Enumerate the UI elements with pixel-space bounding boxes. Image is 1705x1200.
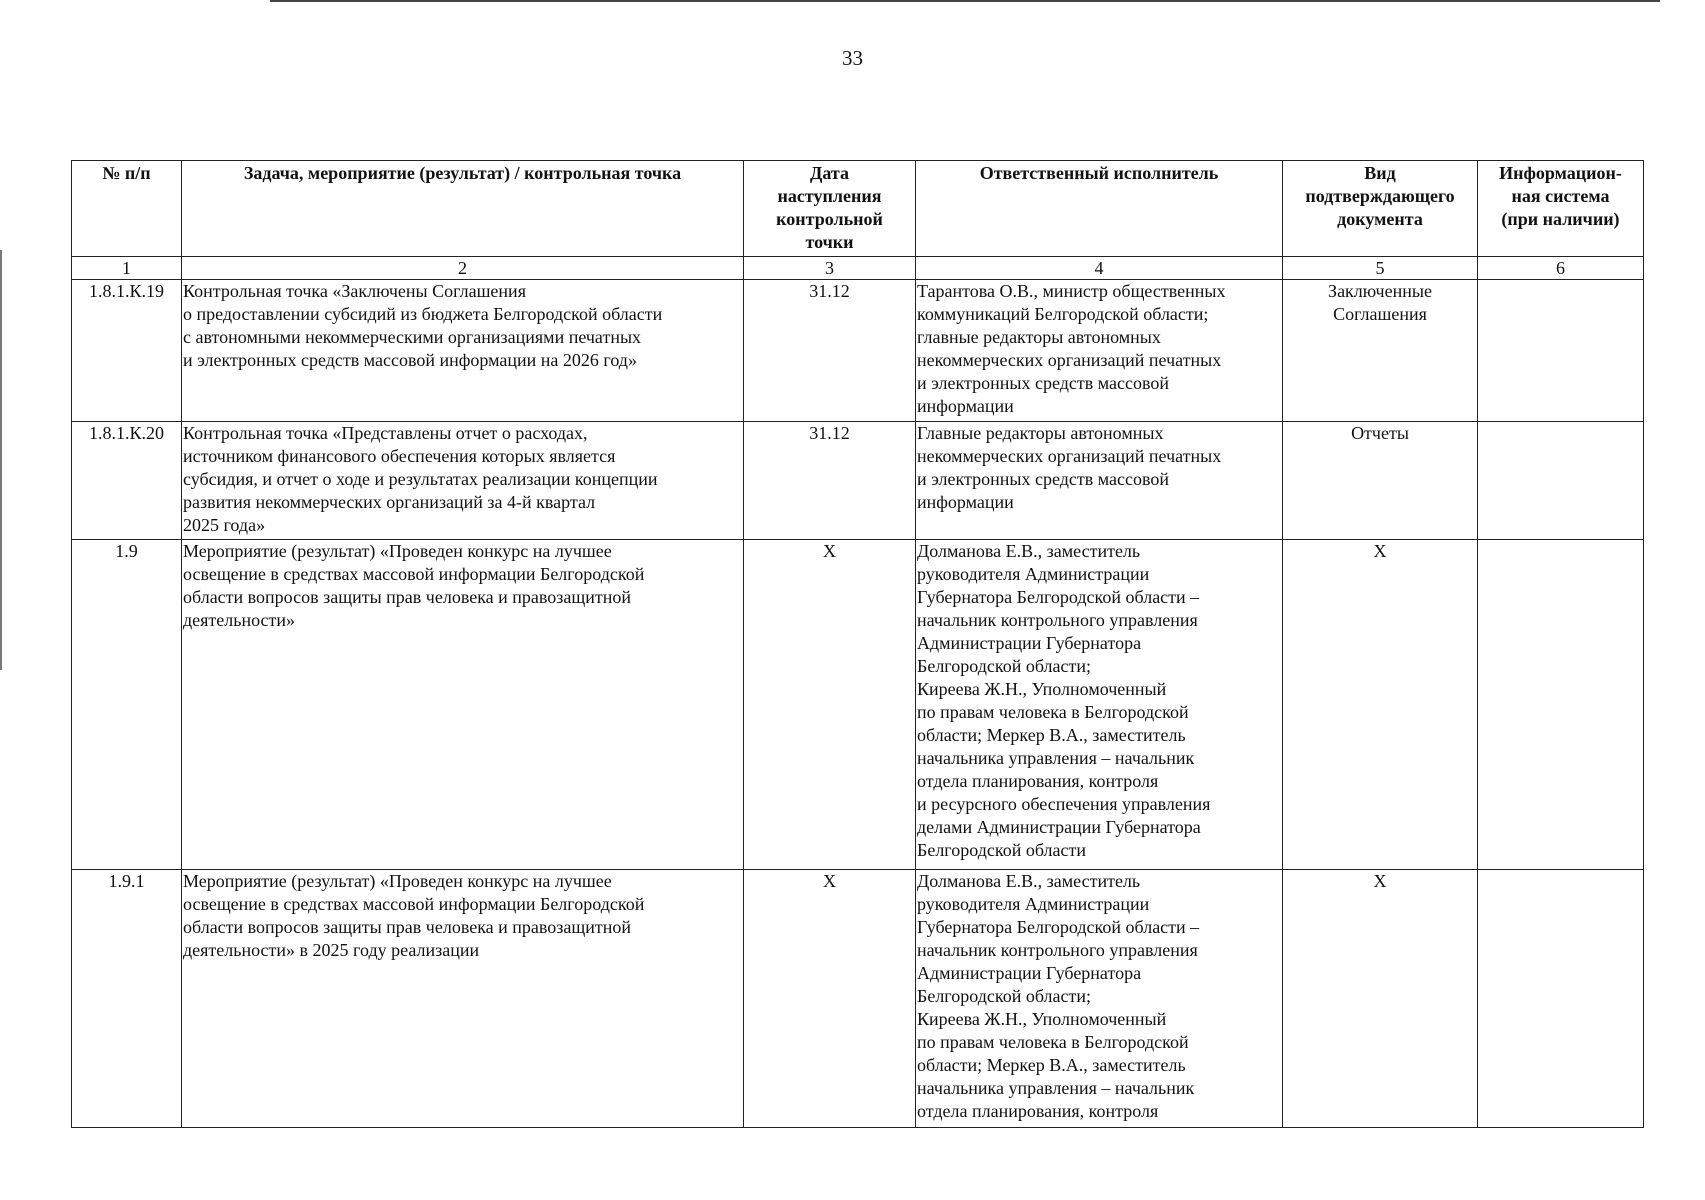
table-row (72, 422, 1644, 540)
row-executor: Тарантова О.В., министр общественных коммуникаций Белгородской области; главные редакторы автономных некоммерческих организаций печатных и электронных средств массовой информации (916, 280, 1283, 422)
row-number: 1.8.1.К.20 (72, 422, 182, 540)
control-points-table (71, 160, 1644, 1128)
column-number: 6 (1478, 257, 1644, 280)
column-number: 5 (1283, 257, 1478, 280)
row-date: Х (744, 540, 916, 870)
table-row (72, 280, 1644, 422)
column-number: 4 (916, 257, 1283, 280)
row-document: Х (1283, 870, 1478, 1128)
header-task: Задача, мероприятие (результат) / контрольная точка (182, 161, 744, 257)
row-date: 31.12 (744, 280, 916, 422)
column-number-row (72, 257, 1644, 280)
row-info-system (1478, 540, 1644, 870)
row-date: Х (744, 870, 916, 1128)
header-info-system: Информацион- ная система (при наличии) (1478, 161, 1644, 257)
row-document: Заключенные Соглашения (1283, 280, 1478, 422)
row-number: 1.8.1.К.19 (72, 280, 182, 422)
header-num: № п/п (72, 161, 182, 257)
header-date: Дата наступления контрольной точки (744, 161, 916, 257)
row-executor: Долманова Е.В., заместитель руководителя Администрации Губернатора Белгородской области – начальник контрольного управления Администрации Губернатора Белгородской области; Киреева Ж.Н., Уполномоченный по правам человека в Белгородской области; Меркер В.А., заместитель начальника управления – начальник отдела планирования, контроля и ресурсного обеспечения управления делами Администрации Губернатора Белгородской области (916, 540, 1283, 870)
row-task: Мероприятие (результат) «Проведен конкурс на лучшее освещение в средствах массовой информации Белгородской области вопросов защиты прав человека и правозащитной деятельности» (182, 540, 744, 870)
page-number: 33 (842, 46, 863, 70)
row-info-system (1478, 870, 1644, 1128)
table-row (72, 870, 1644, 1128)
row-executor: Главные редакторы автономных некоммерческих организаций печатных и электронных средств массовой информации (916, 422, 1283, 540)
row-date: 31.12 (744, 422, 916, 540)
row-info-system (1478, 422, 1644, 540)
header-row (72, 161, 1644, 257)
left-scan-edge (0, 250, 2, 670)
column-number: 1 (72, 257, 182, 280)
row-document: Отчеты (1283, 422, 1478, 540)
row-info-system (1478, 280, 1644, 422)
column-number: 3 (744, 257, 916, 280)
row-document: Х (1283, 540, 1478, 870)
top-scan-rule (270, 0, 1660, 2)
column-number: 2 (182, 257, 744, 280)
row-task: Мероприятие (результат) «Проведен конкурс на лучшее освещение в средствах массовой информации Белгородской области вопросов защиты прав человека и правозащитной деятельности» в 2025 году реализации (182, 870, 744, 1128)
row-number: 1.9 (72, 540, 182, 870)
row-number: 1.9.1 (72, 870, 182, 1128)
header-executor: Ответственный исполнитель (916, 161, 1283, 257)
table-row (72, 540, 1644, 870)
header-document: Вид подтверждающего документа (1283, 161, 1478, 257)
row-task: Контрольная точка «Заключены Соглашения о предоставлении субсидий из бюджета Белгородской области с автономными некоммерческими организациями печатных и электронных средств массовой информации на 2026 год» (182, 280, 744, 422)
row-task: Контрольная точка «Представлены отчет о расходах, источником финансового обеспечения которых является субсидия, и отчет о ходе и результатах реализации концепции развития некоммерческих организаций за 4-й квартал 2025 года» (182, 422, 744, 540)
row-executor: Долманова Е.В., заместитель руководителя Администрации Губернатора Белгородской области – начальник контрольного управления Администрации Губернатора Белгородской области; Киреева Ж.Н., Уполномоченный по правам человека в Белгородской области; Меркер В.А., заместитель начальника управления – начальник отдела планирования, контроля (916, 870, 1283, 1128)
